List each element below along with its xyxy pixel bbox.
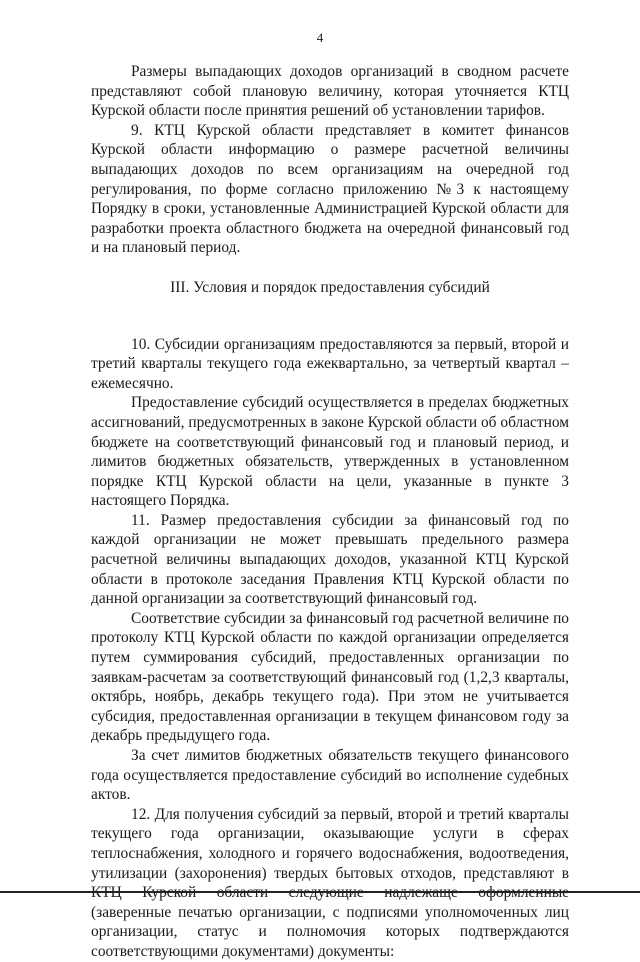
document-body xyxy=(91,62,569,962)
bottom-rule xyxy=(0,891,640,893)
paragraph-subsidy-compliance: Соответствие субсидии за финансовый год расчетной величине по протоколу КТЦ Курской области по каждой организации определяется путем суммирования субсидий, предоставленных организации по заявкам-расчетам за соответствующий финансовый год (1,2,3 кварталы, октябрь, ноябрь, декабрь текущего года). При этом не учитывается субсидия, предоставленная организации в текущем финансовом году за декабрь предыдущего года. xyxy=(91,609,569,745)
paragraph-item-12: 12. Для получения субсидий за первый, второй и третий кварталы текущего года организации, оказывающие услуги в сферах теплоснабжения, холодного и горячего водоснабжения, водоотведения, утилизации (захоронения) твердых бытовых отходов, представляют в (заверенные печатью организации, с подписями уполномоченных лиц организации, статус и полномочия которых подтверждаются соответствующими документами) документы: xyxy=(91,805,569,960)
paragraph-revenue-estimate: Размеры выпадающих доходов организаций в сводном расчете представляют собой плановую величину, которая уточняется КТЦ Курской области после принятия решений об установлении тарифов. xyxy=(91,63,569,120)
paragraph-court-acts: За счет лимитов бюджетных обязательств текущего финансового года осуществляется предоставление субсидий во исполнение судебных актов. xyxy=(91,747,569,804)
paragraph-item-10: 10. Субсидии организациям предоставляются за первый, второй и третий кварталы текущего года ежеквартально, за четвертый квартал – ежемесячно. xyxy=(91,335,569,392)
paragraph-item-9: 9. КТЦ Курской области представляет в комитет финансов Курской области информацию о размере расчетной величины выпадающих доходов по всем организациям на очередной год регулирования, по форме согласно приложению №3 к настоящему Порядку в сроки, установленные Администрацией Курской области для разработки проекта областного бюджета на очередной финансовый год и на плановый период. xyxy=(91,121,569,257)
page-number: 4 xyxy=(316,30,324,45)
paragraph-budget-allocation: Предоставление субсидий осуществляется в пределах бюджетных ассигнований, предусмотренных в законе Курской области об областном бюджете на соответствующий финансовый год и плановый период, и лимитов бюджетных обязательств, утвержденных в установленном порядке КТЦ Курской области на цели, указанные в пункте 3 настоящего Порядка. xyxy=(91,394,569,510)
section-title: III. Условия и порядок предоставления субсидий xyxy=(170,278,490,296)
paragraph-item-11: 11. Размер предоставления субсидии за финансовый год по каждой организации не может превышать предельного размера расчетной величины выпадающих доходов, указанной КТЦ Курской области в протоколе заседания Правления КТЦ Курской области по данной организации за соответствующий финансовый год. xyxy=(91,511,569,608)
